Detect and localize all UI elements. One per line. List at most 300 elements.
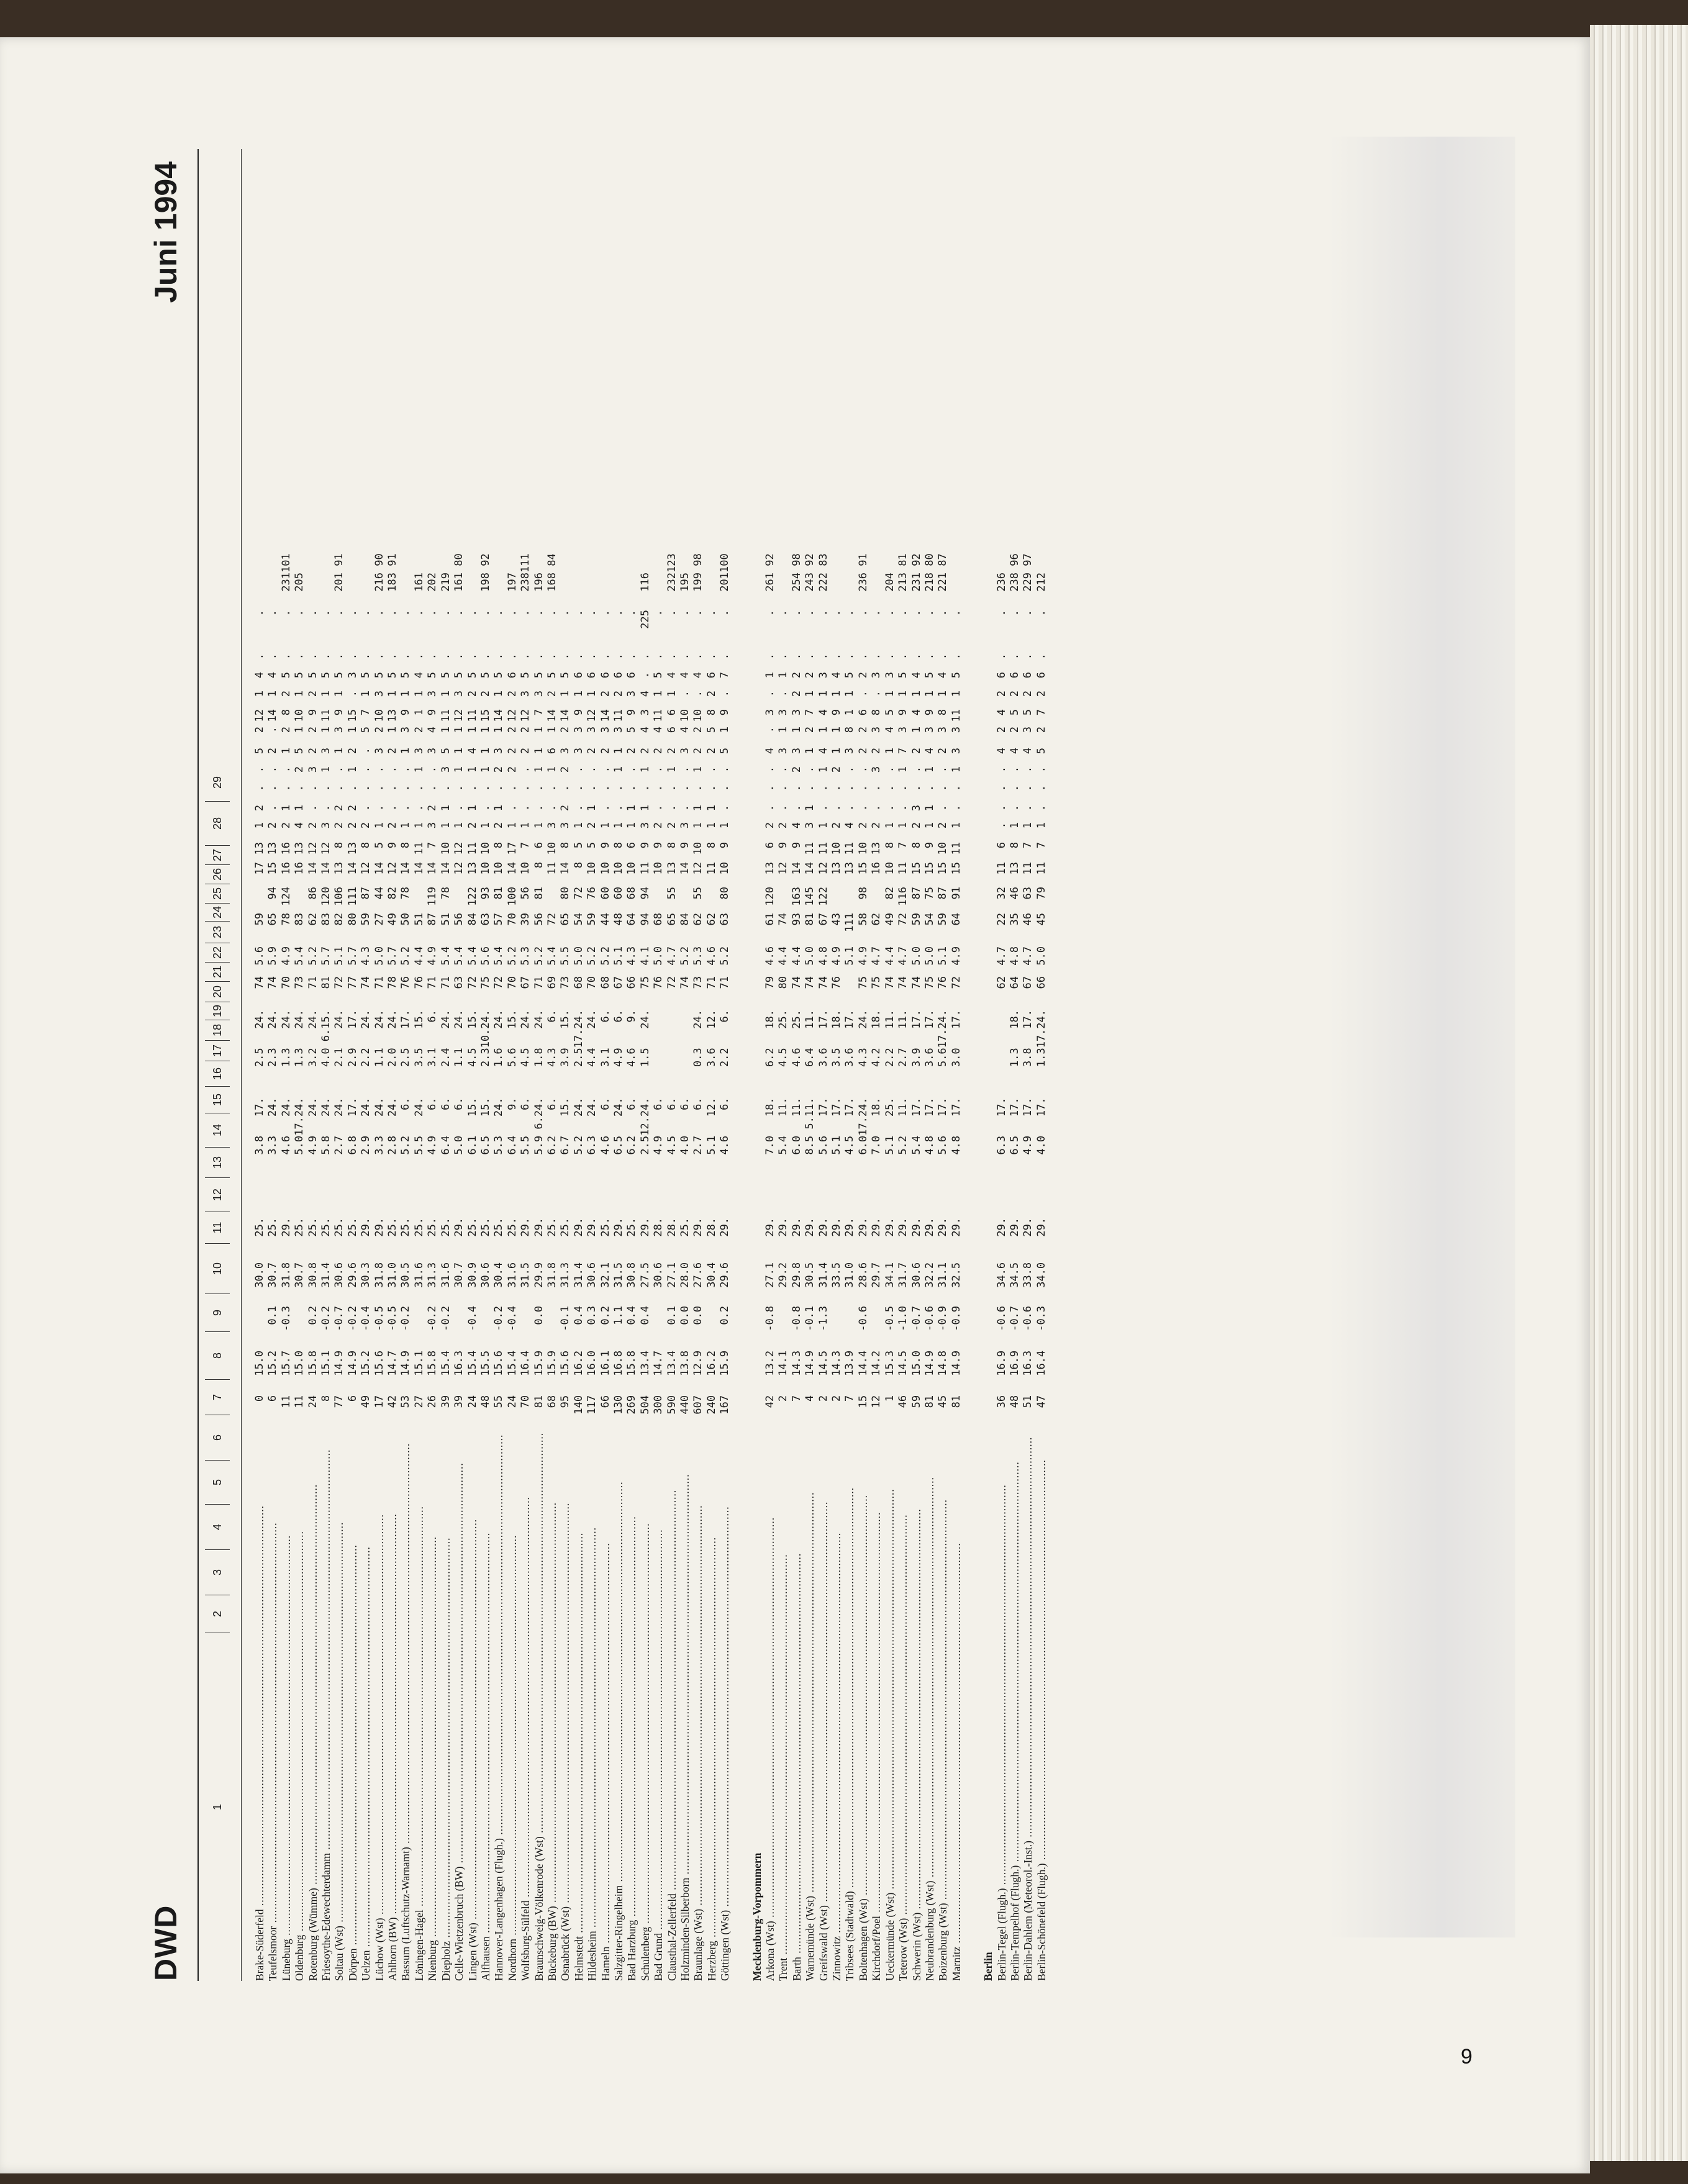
cell-col-9: 17. — [1008, 1097, 1021, 1117]
cell-col-20: . — [492, 785, 506, 792]
cell-col-29 — [830, 573, 843, 610]
cell-col-17: 7 — [519, 842, 532, 849]
cell-col-4: -0.8 — [764, 1305, 777, 1331]
cell-col-8: 6.5 — [612, 1135, 625, 1155]
cell-col-25: 1 — [320, 691, 333, 697]
cell-col-14: 94 — [638, 913, 651, 926]
cell-col-13: 4.4 — [883, 946, 896, 966]
cell-col-18: 4 — [293, 822, 306, 829]
station-name — [399, 1433, 412, 1981]
page-number: 9 — [1461, 2045, 1472, 2068]
cell-col-21: . — [519, 766, 532, 773]
cell-col-15: 78 — [399, 887, 412, 900]
cell-col-4: -0.4 — [360, 1305, 373, 1331]
station-name — [586, 1433, 599, 1981]
cell-col-19: 1 — [923, 805, 936, 812]
cell-col-17: 13 — [870, 842, 883, 855]
cell-col-7 — [870, 1183, 883, 1218]
cell-col-28: . — [764, 610, 777, 617]
station-name — [266, 1433, 279, 1981]
cell-col-8: 4.5 — [665, 1135, 678, 1155]
cell-col-7 — [652, 1183, 665, 1218]
cell-col-22: 4 — [764, 748, 777, 754]
cell-col-25: 2 — [506, 691, 519, 697]
cell-col-16: 11 — [897, 862, 910, 875]
cell-col-6: 29. — [519, 1217, 532, 1237]
cell-col-30: 90 — [373, 553, 386, 566]
cell-col-8: 6.4 — [506, 1135, 519, 1155]
cell-col-26: 6 — [612, 672, 625, 679]
station-name — [426, 1433, 439, 1981]
cell-col-4: -0.7 — [1008, 1305, 1021, 1331]
cell-col-8: 5.4 — [777, 1135, 790, 1155]
cell-col-16: 11 — [638, 862, 651, 875]
cell-col-21: . — [764, 766, 777, 773]
cell-col-27: . — [439, 653, 452, 660]
cell-col-20: . — [950, 785, 963, 792]
cell-col-25: 2 — [1035, 691, 1048, 697]
cell-col-23: 2 — [1008, 727, 1021, 733]
cell-col-27: . — [817, 653, 830, 660]
cell-col-11: 18. — [764, 1010, 777, 1029]
cell-col-17: 16 — [279, 842, 293, 855]
cell-col-23: 4 — [652, 727, 665, 733]
cell-col-22: 3 — [492, 748, 506, 754]
cell-col-8: 4.8 — [923, 1135, 936, 1155]
leader-dots: ........................................................................................................................ — [586, 1526, 599, 1931]
cell-col-16: 14 — [559, 862, 572, 875]
cell-col-25: 2 — [279, 691, 293, 697]
cell-col-8: 4.0 — [679, 1135, 691, 1155]
cell-col-19: 1 — [279, 805, 293, 812]
cell-col-9: 24. — [612, 1097, 625, 1117]
cell-col-6: 29. — [1022, 1217, 1035, 1237]
cell-col-27: . — [804, 653, 817, 660]
cell-col-8: 5.6 — [817, 1135, 830, 1155]
cell-col-14: 62 — [692, 913, 705, 926]
cell-col-9: 17. — [937, 1097, 950, 1117]
cell-col-19: . — [320, 805, 333, 812]
cell-col-3: 16.2 — [572, 1350, 585, 1376]
cell-col-11: 11. — [804, 1010, 817, 1029]
cell-col-14: 51 — [439, 913, 452, 926]
cell-col-7 — [1035, 1183, 1048, 1218]
cell-col-17: 7 — [1022, 842, 1035, 849]
cell-col-19: . — [817, 805, 830, 812]
cell-col-15: 32 — [995, 887, 1008, 900]
cell-col-26: 4 — [266, 672, 279, 679]
cell-col-13: 4.7 — [897, 946, 910, 966]
cell-col-26: 5 — [652, 672, 665, 679]
cell-col-2: 6 — [266, 1395, 279, 1402]
cell-col-13: 5.0 — [373, 946, 386, 966]
cell-col-29: 201 — [719, 573, 732, 592]
cell-col-20: . — [346, 785, 359, 792]
station-name-text: Bassum (Luftschutz-Warnamt) — [399, 1847, 412, 1981]
cell-col-24: 11 — [612, 709, 625, 722]
cell-col-7 — [884, 1183, 897, 1218]
cell-col-22: 2 — [625, 748, 638, 754]
cell-col-25: 3 — [519, 691, 532, 697]
leader-dots: ........................................................................................................................ — [346, 1544, 359, 1949]
cell-col-26: 4 — [665, 672, 678, 679]
cell-col-14: 59 — [586, 913, 599, 926]
cell-col-23: 2 — [506, 727, 519, 733]
cell-col-30 — [599, 553, 612, 573]
cell-col-27: . — [333, 653, 346, 660]
cell-col-10: 4.5 — [466, 1048, 479, 1067]
cell-col-7 — [506, 1183, 519, 1218]
cell-col-5: 30.4 — [705, 1262, 718, 1288]
cell-col-30 — [679, 553, 692, 573]
cell-col-4: -0.3 — [279, 1305, 293, 1331]
cell-col-22: 2 — [705, 748, 718, 754]
cell-col-26: 4 — [412, 672, 425, 679]
cell-col-7 — [413, 1183, 426, 1218]
cell-col-14: 65 — [559, 913, 572, 926]
station-name — [666, 1433, 679, 1981]
cell-col-26: 5 — [519, 672, 532, 679]
cell-col-5: 32.1 — [599, 1262, 612, 1288]
cell-col-19: 1 — [692, 805, 705, 812]
cell-col-17: 12 — [320, 842, 333, 855]
cell-col-14: 49 — [386, 913, 399, 926]
cell-col-12: 70 — [586, 976, 599, 989]
cell-col-13: 5.9 — [266, 946, 279, 966]
cell-col-21: . — [777, 766, 790, 773]
cell-col-13: 4.9 — [279, 946, 293, 966]
cell-col-19: . — [777, 805, 790, 812]
cell-col-6: 25. — [399, 1217, 412, 1237]
cell-col-21: 2 — [506, 766, 519, 773]
cell-col-9: 6. — [625, 1097, 638, 1110]
cell-col-13: 4.9 — [856, 946, 869, 966]
station-name — [817, 1433, 830, 1981]
station-name-text: Uelzen — [360, 1950, 373, 1981]
cell-col-12: 70 — [506, 976, 519, 989]
cell-col-5: 29.6 — [719, 1262, 732, 1288]
cell-col-15: 120 — [320, 887, 333, 906]
cell-col-9: 17. — [950, 1097, 963, 1117]
cell-col-10: 0.3 — [692, 1048, 705, 1067]
cell-col-10: 1.1 — [453, 1048, 466, 1067]
cell-col-10: 1.3 — [293, 1048, 306, 1067]
cell-col-3: 15.9 — [545, 1350, 558, 1376]
cell-col-26: 1 — [777, 672, 790, 679]
column-number: 25 — [205, 884, 230, 904]
cell-col-29: 161 — [453, 573, 466, 592]
cell-col-15: 120 — [764, 887, 777, 906]
cell-col-18: 2 — [830, 822, 843, 829]
cell-col-11: 24. — [532, 1010, 545, 1029]
cell-col-6: 25. — [625, 1217, 638, 1237]
station-name — [479, 1433, 492, 1981]
cell-col-6: 25. — [306, 1217, 319, 1237]
cell-col-24: 9 — [719, 709, 732, 716]
cell-col-29: 213 — [897, 573, 910, 592]
cell-col-3: 16.0 — [586, 1350, 599, 1376]
station-name — [870, 1433, 883, 1981]
cell-col-9: 9. — [506, 1097, 519, 1110]
cell-col-22: 1 — [883, 748, 896, 754]
cell-col-10: 4.6 — [625, 1048, 638, 1067]
cell-col-13: 5.3 — [692, 946, 705, 966]
cell-col-30: 92 — [910, 553, 923, 566]
cell-col-27: . — [790, 653, 803, 660]
cell-col-9: 24. — [266, 1097, 279, 1117]
cell-col-11: 24. — [692, 1010, 705, 1029]
cell-col-15: 60 — [599, 887, 612, 900]
cell-col-20: . — [333, 785, 346, 792]
cell-col-15 — [652, 887, 665, 913]
cell-col-27: . — [519, 653, 532, 660]
cell-col-13: 5.7 — [386, 946, 399, 966]
cell-col-30 — [466, 553, 479, 573]
station-name-text: Barth — [790, 1957, 803, 1981]
cell-col-11: 9. — [625, 1010, 638, 1023]
cell-col-27: . — [679, 653, 691, 660]
cell-col-23: 1 — [532, 727, 545, 733]
cell-col-10: 2.4 — [439, 1048, 452, 1067]
cell-col-27: . — [1022, 653, 1035, 660]
cell-col-23: 3 — [572, 727, 585, 733]
cell-col-4: -0.5 — [373, 1305, 386, 1331]
cell-col-4: -0.8 — [790, 1305, 803, 1331]
cell-col-7 — [360, 1183, 373, 1218]
cell-col-23: 2 — [1035, 727, 1048, 733]
cell-col-18: 4 — [843, 822, 856, 829]
cell-col-8: 6.8 — [346, 1135, 359, 1155]
cell-col-5: 31.3 — [559, 1262, 572, 1288]
cell-col-24: 5 — [883, 709, 896, 716]
leader-dots: ........................................................................................................................ — [373, 1514, 386, 1918]
cell-col-20: . — [790, 785, 803, 792]
cell-col-19: . — [479, 805, 492, 812]
cell-col-15 — [546, 887, 559, 913]
cell-col-12: 71 — [306, 976, 319, 989]
cell-col-11: 24. — [519, 1010, 532, 1029]
cell-col-6: 29. — [638, 1217, 651, 1237]
cell-col-21: . — [995, 766, 1008, 773]
cell-col-13: 5.4 — [453, 946, 466, 966]
cell-col-2: 12 — [870, 1395, 883, 1408]
cell-col-4: -0.2 — [346, 1305, 359, 1331]
cell-col-3: 14.5 — [897, 1350, 910, 1376]
station-row — [679, 553, 692, 1981]
cell-col-13: 5.0 — [804, 946, 817, 966]
cell-col-27: . — [638, 653, 651, 660]
cell-col-11: 17. — [817, 1010, 830, 1029]
station-row — [599, 553, 612, 1981]
cell-col-17: 13 — [253, 842, 266, 855]
cell-col-25: 1 — [399, 691, 412, 697]
cell-col-21: . — [333, 766, 346, 773]
cell-col-4 — [777, 1306, 790, 1351]
cell-col-18: 2 — [937, 822, 950, 829]
station-name — [347, 1433, 360, 1981]
cell-col-22: 2 — [519, 748, 532, 754]
cell-col-26: 3 — [817, 672, 830, 679]
cell-col-24: 1 — [843, 709, 856, 716]
cell-col-28: . — [599, 610, 612, 617]
station-name-text: Rotenburg (Wümme) — [306, 1888, 319, 1981]
cell-col-24: 3 — [638, 709, 651, 716]
cell-col-3: 15.6 — [492, 1350, 506, 1376]
cell-col-27: . — [692, 653, 705, 660]
cell-col-2: 81 — [923, 1395, 936, 1408]
cell-col-27: . — [995, 653, 1008, 660]
cell-col-15: 122 — [466, 887, 479, 906]
cell-col-16: 10 — [612, 862, 625, 875]
cell-col-12: 67 — [1022, 976, 1035, 989]
cell-col-8: 6.2 — [545, 1135, 558, 1155]
cell-col-28: . — [679, 610, 691, 617]
cell-col-14: 78 — [279, 913, 293, 926]
cell-col-28: . — [625, 610, 638, 617]
cell-col-22: 3 — [843, 748, 856, 754]
cell-col-5: 28.0 — [679, 1262, 691, 1288]
cell-col-5: 30.7 — [293, 1262, 306, 1288]
station-name — [386, 1433, 399, 1981]
cell-col-9: 24. — [333, 1097, 346, 1117]
cell-col-16: 14 — [412, 862, 425, 875]
cell-col-28: . — [777, 610, 790, 617]
cell-col-23: 4 — [426, 727, 439, 733]
cell-col-7 — [843, 1183, 856, 1218]
cell-col-30: 80 — [453, 553, 466, 566]
cell-col-16: 10 — [599, 862, 612, 875]
cell-col-8: 5.0 — [293, 1135, 306, 1155]
station-name — [830, 1433, 843, 1981]
cell-col-26: 5 — [306, 672, 319, 679]
cell-col-5: 31.3 — [426, 1262, 439, 1288]
cell-col-29: 197 — [506, 573, 519, 592]
cell-col-20: . — [559, 785, 572, 792]
cell-col-18: 3 — [638, 822, 651, 829]
cell-col-26: 4 — [253, 672, 266, 679]
leader-dots: ........................................................................................................................ — [453, 1462, 466, 1867]
cell-col-18: 1 — [399, 822, 412, 829]
page-title: Juni 1994 — [148, 161, 183, 303]
station-row — [333, 553, 346, 1981]
cell-col-19: . — [665, 805, 678, 812]
cell-col-11: 18. — [870, 1010, 883, 1029]
cell-col-6: 29. — [360, 1217, 373, 1237]
cell-col-11: 17. — [346, 1010, 359, 1029]
cell-col-13: 4.9 — [426, 946, 439, 966]
station-name — [804, 1433, 817, 1981]
cell-col-10: 2.3 — [266, 1048, 279, 1067]
cell-col-6: 29. — [950, 1217, 963, 1237]
cell-col-25: 1 — [830, 691, 843, 697]
cell-col-25: 1 — [804, 691, 817, 697]
cell-col-8: 5.8 — [320, 1135, 333, 1155]
cell-col-22: 3 — [559, 748, 572, 754]
cell-col-23: 3 — [333, 727, 346, 733]
cell-col-28: . — [266, 610, 279, 617]
cell-col-21: 1 — [532, 766, 545, 773]
cell-col-15: 119 — [426, 887, 439, 906]
cell-col-7 — [586, 1183, 599, 1218]
cell-col-23: 1 — [545, 727, 558, 733]
cell-col-17: 9 — [679, 842, 691, 849]
column-number: 15 — [205, 1087, 230, 1113]
cell-col-24: 4 — [910, 709, 923, 716]
station-row — [307, 553, 320, 1981]
cell-col-9: 6. — [426, 1097, 439, 1110]
cell-col-2: 81 — [950, 1395, 963, 1408]
cell-col-3: 15.9 — [719, 1350, 732, 1376]
cell-col-18: 3 — [545, 822, 558, 829]
cell-col-11: 17. — [910, 1010, 923, 1029]
cell-col-24: 3 — [764, 709, 777, 716]
cell-col-21: 2 — [492, 766, 506, 773]
station-row — [857, 553, 870, 1981]
column-number: 3 — [205, 1550, 230, 1595]
cell-col-20: . — [719, 785, 732, 792]
cell-col-13: 4.7 — [995, 946, 1008, 966]
cell-col-11: 24. — [586, 1010, 599, 1029]
cell-col-25: 3 — [625, 691, 638, 697]
cell-col-5: 30.9 — [466, 1262, 479, 1288]
cell-col-5: 29.2 — [777, 1262, 790, 1288]
cell-col-21: . — [719, 766, 732, 773]
leader-dots: ........................................................................................................................ — [790, 1552, 803, 1957]
cell-col-20: . — [373, 785, 386, 792]
cell-col-18: 2 — [279, 822, 293, 829]
cell-col-20: . — [856, 785, 869, 792]
cell-col-18: 2 — [492, 822, 506, 829]
cell-col-22: 3 — [950, 748, 963, 754]
cell-col-5: 27.1 — [764, 1262, 777, 1288]
cell-col-28: . — [652, 610, 665, 617]
station-name-text: Greifswald (Wst) — [817, 1905, 830, 1981]
cell-col-3: 14.2 — [870, 1350, 883, 1376]
cell-col-28: . — [843, 610, 856, 617]
station-row — [506, 553, 519, 1981]
station-name — [533, 1433, 546, 1981]
cell-col-16: 14 — [320, 862, 333, 875]
cell-col-23: 2 — [412, 727, 425, 733]
station-name-text: Trent — [777, 1957, 790, 1981]
cell-col-22: 3 — [777, 748, 790, 754]
cell-col-3: 16.2 — [705, 1350, 718, 1376]
cell-col-17: 10 — [479, 842, 492, 855]
cell-col-19: . — [897, 805, 910, 812]
leader-dots: ........................................................................................................................ — [320, 1449, 333, 1853]
cell-col-9: 11. — [790, 1097, 803, 1117]
station-name-text: Braunschweig-Völkenrode (Wst) — [532, 1836, 545, 1981]
cell-col-7 — [612, 1183, 625, 1218]
cell-col-30: 111 — [519, 553, 532, 573]
cell-col-24: 6 — [665, 709, 678, 716]
cell-col-8: 6.4 — [439, 1135, 452, 1155]
cell-col-5: 30.5 — [399, 1262, 412, 1288]
cell-col-6: 25. — [466, 1217, 479, 1237]
cell-col-3: 15.4 — [466, 1350, 479, 1376]
cell-col-24: 7 — [804, 709, 817, 716]
cell-col-5: 31.4 — [817, 1262, 830, 1288]
cell-col-26: 2 — [790, 672, 803, 679]
cell-col-8: 4.6 — [279, 1135, 293, 1155]
cell-col-3: 13.9 — [843, 1350, 856, 1376]
cell-col-22: 1 — [279, 748, 293, 754]
cell-col-4: -0.2 — [492, 1305, 506, 1331]
cell-col-11: 24. — [266, 1010, 279, 1029]
cell-col-28: . — [1008, 610, 1021, 617]
cell-col-15 — [253, 887, 266, 913]
cell-col-26: 5 — [439, 672, 452, 679]
